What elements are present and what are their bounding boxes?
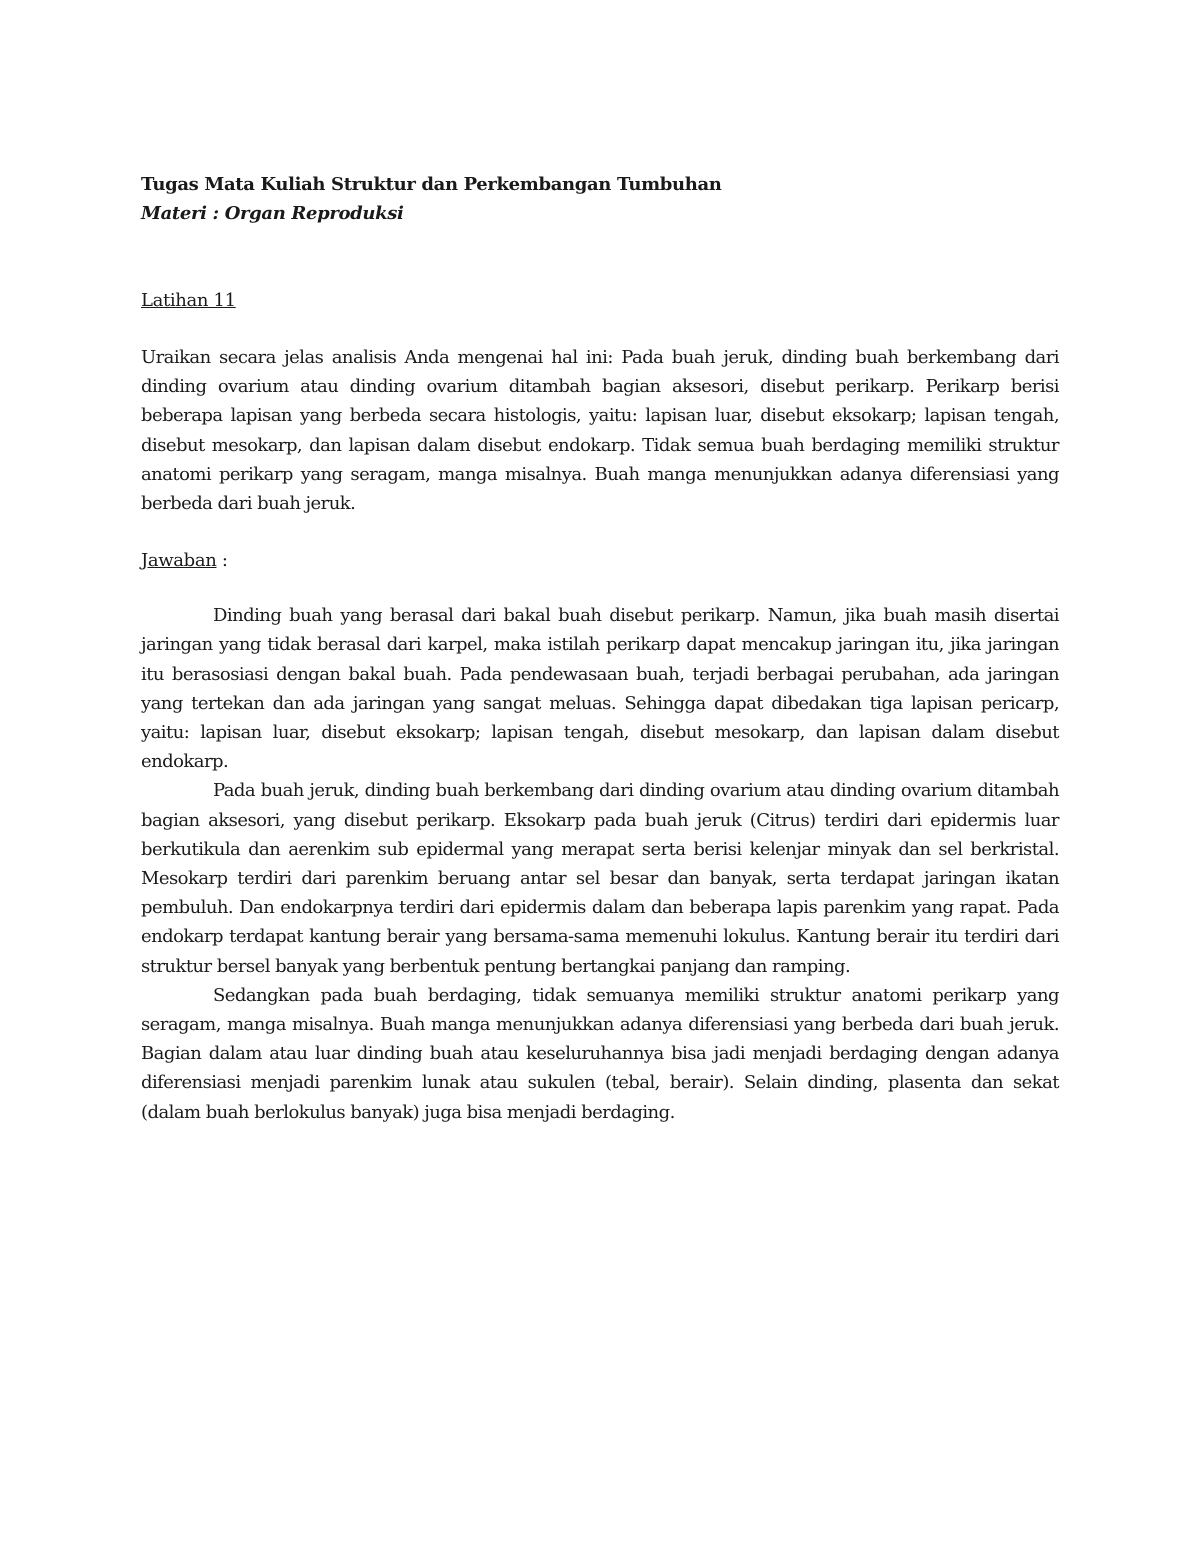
spacer bbox=[141, 228, 1059, 286]
answer-heading bbox=[141, 546, 1059, 575]
question-paragraph: Uraikan secara jelas analisis Anda mengenai hal ini: Pada buah jeruk, dinding buah berkembang dari dinding ovarium atau dinding ovarium ditambah bagian aksesori, disebut perikarp. Perikarp berisi beberapa lapisan yang berbeda secara histologis, yaitu: lapisan luar, disebut eksokarp; lapisan tengah, disebut mesokarp, dan lapisan dalam disebut endokarp. Tidak semua buah berdaging memiliki struktur anatomi perikarp yang seragam, manga misalnya. Buah manga menunjukkan adanya diferensiasi yang berbeda dari buah jeruk. bbox=[141, 347, 1059, 515]
answer-label-suffix: : bbox=[216, 550, 228, 572]
document-content bbox=[141, 170, 1059, 1127]
spacer bbox=[141, 518, 1059, 546]
answer-paragraph: Dinding buah yang berasal dari bakal buah disebut perikarp. Namun, jika buah masih disertai jaringan yang tidak berasal dari karpel, maka istilah perikarp dapat mencakup jaringan itu, jika jaringan itu berasosiasi dengan bakal buah. Pada pendewasaan buah, terjadi berbagai perubahan, ada jaringan yang tertekan dan ada jaringan yang sangat meluas. Sehingga dapat dibedakan tiga lapisan pericarp, yaitu: lapisan luar, disebut eksokarp; lapisan tengah, disebut mesokarp, dan lapisan dalam disebut endokarp. bbox=[141, 605, 1059, 773]
answer-paragraph: Pada buah jeruk, dinding buah berkembang dari dinding ovarium atau dinding ovarium ditambah bagian aksesori, yang disebut perikarp. Eksokarp pada buah jeruk (Citrus) terdiri dari epidermis luar berkutikula dan aerenkim sub epidermal yang merapat serta berisi kelenjar minyak dan sel berkristal. Mesokarp terdiri dari parenkim beruang antar sel besar dan banyak, serta terdapat jaringan ikatan pembuluh. Dan endokarpnya terdiri dari epidermis dalam dan beberapa lapis parenkim yang rapat. Pada endokarp terdapat kantung berair yang bersama-sama memenuhi lokulus. Kantung berair itu terdiri dari struktur bersel banyak yang berbentuk pentung bertangkai panjang dan ramping. bbox=[141, 780, 1059, 977]
answer-paragraph: Sedangkan pada buah berdaging, tidak semuanya memiliki struktur anatomi perikarp yang seragam, manga misalnya. Buah manga menunjukkan adanya diferensiasi yang berbeda dari buah jeruk. Bagian dalam atau luar dinding buah atau keseluruhannya bisa jadi menjadi berdaging dengan adanya diferensiasi menjadi parenkim lunak atau sukulen (tebal, berair). Selain dinding, plasenta dan sekat (dalam buah berlokulus banyak) juga bisa menjadi berdaging. bbox=[141, 984, 1059, 1123]
document-subtitle: Materi : Organ Reproduksi bbox=[141, 203, 404, 224]
spacer bbox=[141, 315, 1059, 343]
answer-label: Jawaban bbox=[141, 550, 217, 572]
exercise-heading: Latihan 11 bbox=[141, 290, 236, 311]
spacer bbox=[141, 575, 1059, 601]
document-title: Tugas Mata Kuliah Struktur dan Perkembangan Tumbuhan bbox=[141, 174, 722, 195]
